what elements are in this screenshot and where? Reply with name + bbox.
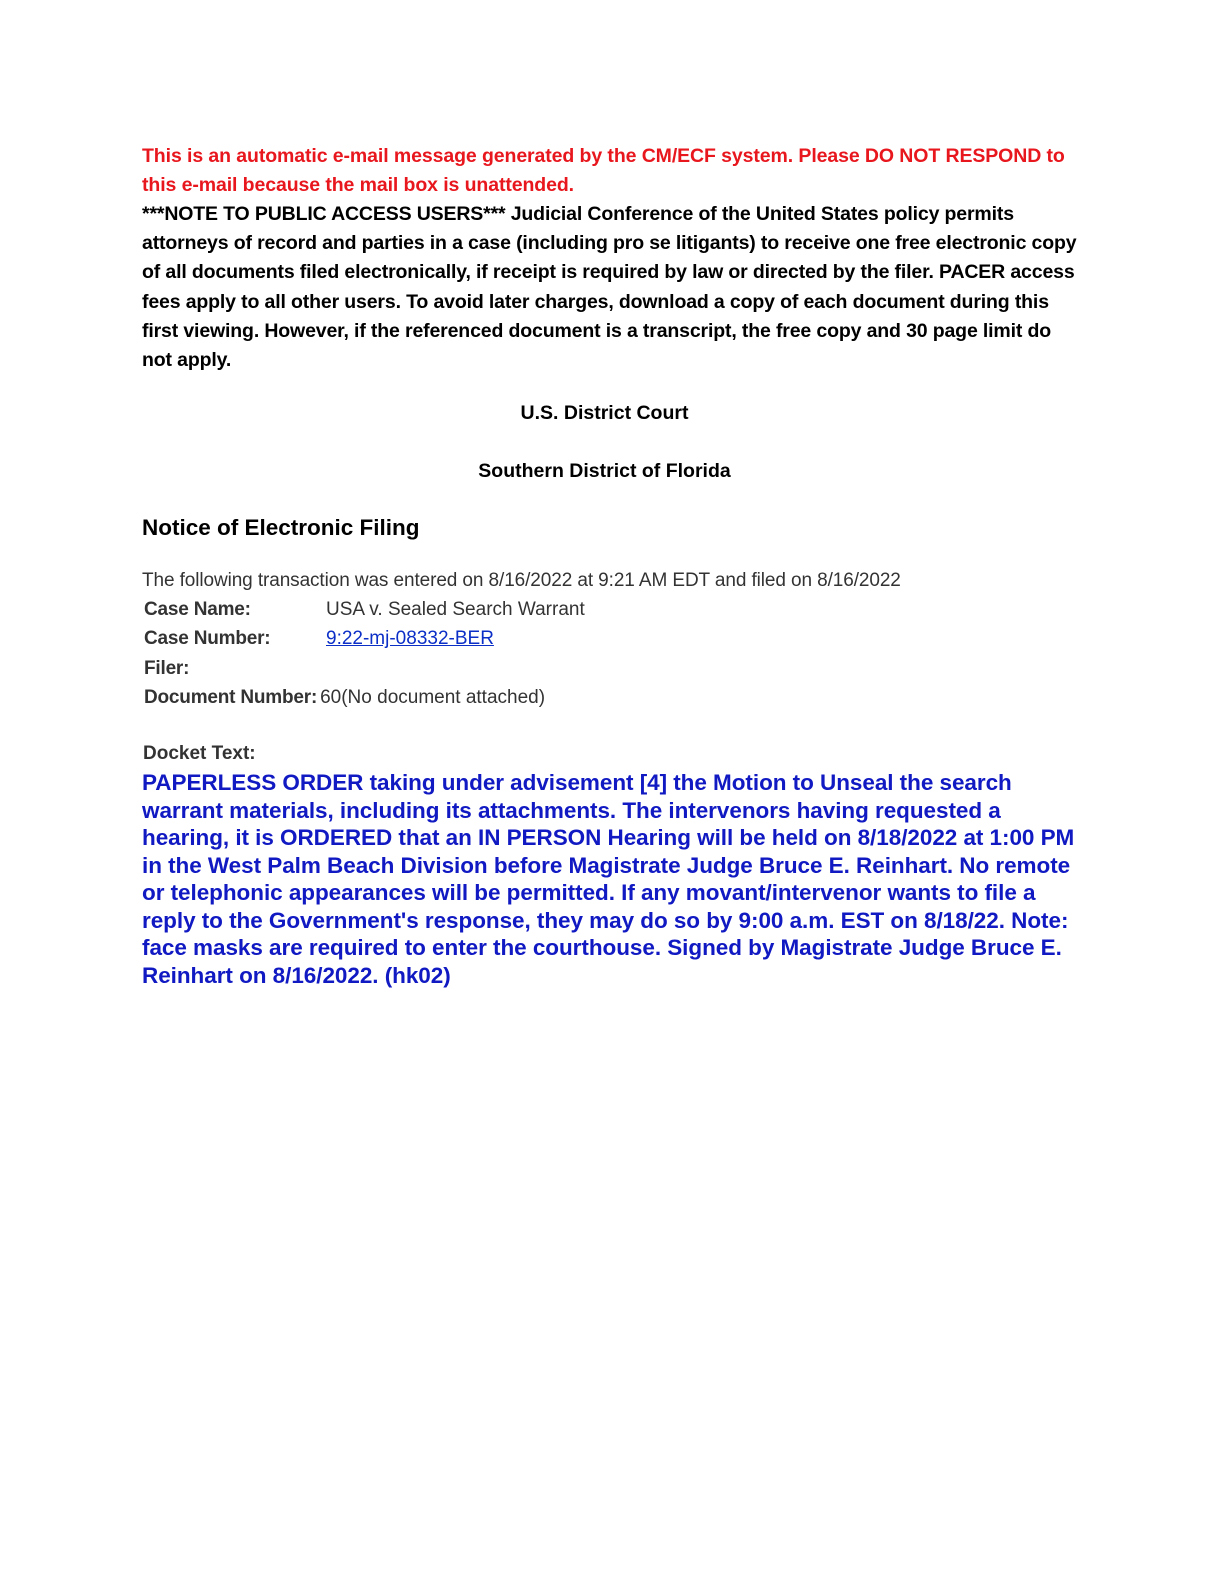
automatic-email-warning: This is an automatic e-mail message generated by the CM/ECF system. Please DO NOT RESPOND to this e-mail because the mail box is unattended. [142, 145, 1065, 196]
court-district: Southern District of Florida [478, 460, 731, 482]
docket-text-label: Docket Text: [143, 743, 256, 764]
public-access-note: ***NOTE TO PUBLIC ACCESS USERS*** Judicial Conference of the United States policy permits attorneys of record and parties in a case (including pro se litigants) to receive one free electronic copy of all documents filed electronically, if receipt is required by law or directed by the filer. PACER access fees apply to all other users. To avoid later charges, download a copy of each document during this first viewing. However, if the referenced document is a transcript, the free copy and 30 page limit do not apply. [142, 203, 1077, 372]
filer-label: Filer: [144, 657, 190, 679]
case-number-row [144, 628, 585, 657]
filer-row [144, 658, 585, 687]
document-number-value: 60(No document attached) [320, 686, 546, 708]
case-number-link[interactable]: 9:22-mj-08332-BER [326, 628, 494, 650]
document-number-label: Document Number: [144, 686, 318, 708]
notice-title: Notice of Electronic Filing [142, 515, 420, 540]
case-number-label: Case Number: [144, 628, 271, 650]
document-number-row [144, 687, 585, 716]
transaction-summary: The following transaction was entered on 8/16/2022 at 9:21 AM EDT and filed on 8/16/2022 [142, 570, 901, 591]
case-name-value: USA v. Sealed Search Warrant [326, 599, 585, 620]
case-name-label: Case Name: [144, 599, 251, 620]
case-name-row [144, 599, 585, 628]
court-name: U.S. District Court [520, 402, 689, 424]
case-fields [144, 599, 585, 716]
document-page [142, 142, 1077, 988]
docket-text: PAPERLESS ORDER taking under advisement [4] the Motion to Unseal the search warrant materials, including its attachments. The intervenors having requested a hearing, it is ORDERED that an IN PERSON Hearing will be held on 8/18/2022 at 1:00 PM in the West Palm Beach Division before Magistrate Judge Bruce E. Reinhart. No remote or telephonic appearances will be permitted. If any movant/intervenor wants to file a reply to the Government's response, they may do so by 9:00 a.m. EST on 8/18/22. Note: face masks are required to enter the courthouse. Signed by Magistrate Judge Bruce E. Reinhart on 8/16/2022. (hk02) [142, 770, 1075, 988]
